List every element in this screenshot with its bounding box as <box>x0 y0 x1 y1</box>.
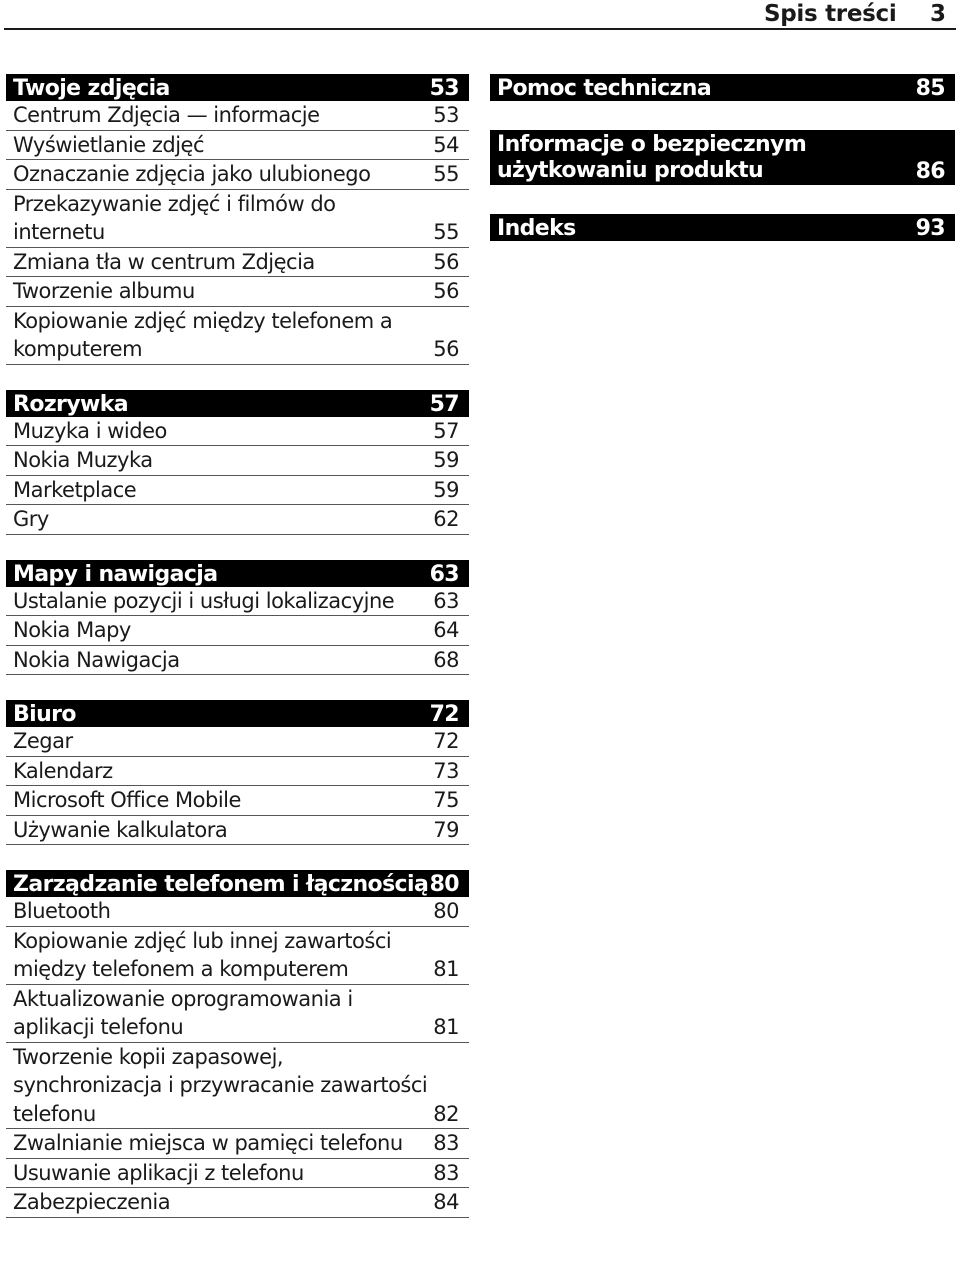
header-page-number: 3 <box>930 1 947 27</box>
entry-title: Gry <box>13 507 49 531</box>
toc-section <box>6 700 469 845</box>
entry-title: Używanie kalkulatora <box>13 817 228 842</box>
section-title: Twoje zdjęcia <box>13 76 170 101</box>
section-title: Informacje o bezpiecznym użytkowaniu produktu <box>497 132 807 183</box>
entry-page: 75 <box>433 788 459 812</box>
entry-title: Wyświetlanie zdjęć <box>13 132 205 157</box>
entry-page: 81 <box>433 1015 459 1039</box>
entry-title: Zegar <box>13 729 73 753</box>
toc-entry[interactable] <box>6 277 469 307</box>
toc-section-heading[interactable] <box>6 390 469 417</box>
entry-title: Zmiana tła w centrum Zdjęcia <box>13 249 315 274</box>
entry-page: 55 <box>433 162 459 186</box>
toc-entry[interactable] <box>6 757 469 787</box>
entry-title: Zwalnianie miejsca w pamięci telefonu <box>13 1131 403 1155</box>
entry-title: Centrum Zdjęcia — informacje <box>13 103 320 127</box>
entry-title: Ustalanie pozycji i usługi lokalizacyjne <box>13 588 395 613</box>
section-title: Biuro <box>13 702 76 727</box>
entry-title: Microsoft Office Mobile <box>13 788 241 812</box>
toc-entry[interactable] <box>6 131 469 161</box>
entry-page: 83 <box>433 1160 459 1185</box>
entry-page: 62 <box>433 507 459 531</box>
section-page: 85 <box>915 76 945 101</box>
toc-entry[interactable] <box>6 307 469 365</box>
entry-title: Przekazywanie zdjęć i filmów do internetu <box>13 191 336 244</box>
entry-page: 59 <box>433 448 459 472</box>
entry-page: 54 <box>433 132 459 157</box>
entry-page: 53 <box>433 103 459 127</box>
toc-entry[interactable] <box>6 1159 469 1189</box>
page-header <box>0 0 960 30</box>
entry-title: Bluetooth <box>13 899 111 923</box>
section-title: Zarządzanie telefonem i łącznością <box>13 872 429 897</box>
toc-entry[interactable] <box>6 786 469 816</box>
toc-section-heading[interactable] <box>490 214 955 241</box>
toc-entry[interactable] <box>6 816 469 846</box>
entry-page: 56 <box>433 279 459 303</box>
entry-title: Zabezpieczenia <box>13 1190 171 1214</box>
entry-page: 63 <box>433 588 459 613</box>
section-title: Rozrywka <box>13 391 129 417</box>
section-title: Indeks <box>497 216 576 241</box>
entry-page: 81 <box>433 957 459 981</box>
entry-page: 83 <box>433 1131 459 1155</box>
toc-entry[interactable] <box>6 1188 469 1218</box>
entry-title: Nokia Mapy <box>13 618 131 642</box>
toc-entry[interactable] <box>6 587 469 617</box>
section-page: 72 <box>429 702 459 727</box>
toc-entry[interactable] <box>6 160 469 190</box>
entry-title: Nokia Muzyka <box>13 448 153 472</box>
entry-page: 55 <box>433 220 459 244</box>
entry-title: Muzyka i wideo <box>13 418 167 443</box>
toc-section <box>6 74 469 365</box>
toc-entry[interactable] <box>6 476 469 506</box>
toc-right-column <box>490 74 955 270</box>
toc-section <box>6 870 469 1218</box>
entry-page: 68 <box>433 647 459 672</box>
entry-title: Kopiowanie zdjęć lub innej zawartości między telefonem a komputerem <box>13 928 392 981</box>
toc-entry[interactable] <box>6 985 469 1043</box>
entry-title: Oznaczanie zdjęcia jako ulubionego <box>13 162 371 186</box>
entry-page: 57 <box>433 418 459 443</box>
toc-entry[interactable] <box>6 446 469 476</box>
toc-left-column <box>6 74 469 1243</box>
section-page: 80 <box>429 872 459 897</box>
entry-page: 56 <box>433 249 459 274</box>
toc-section-heading[interactable] <box>6 74 469 101</box>
entry-title: Nokia Nawigacja <box>13 647 180 672</box>
toc-entry[interactable] <box>6 727 469 757</box>
toc-section <box>6 560 469 676</box>
section-title: Mapy i nawigacja <box>13 561 218 587</box>
entry-page: 79 <box>433 817 459 842</box>
toc-section-heading[interactable] <box>6 870 469 897</box>
toc-section-heading[interactable] <box>490 130 955 185</box>
section-title: Pomoc techniczna <box>497 76 712 101</box>
toc-entry[interactable] <box>6 248 469 278</box>
toc-section-heading[interactable] <box>6 560 469 587</box>
toc-section-heading[interactable] <box>6 700 469 727</box>
entry-page: 64 <box>433 618 459 642</box>
section-page: 86 <box>915 159 945 184</box>
toc-entry[interactable] <box>6 417 469 447</box>
toc-entry[interactable] <box>6 646 469 676</box>
toc-entry[interactable] <box>6 1043 469 1130</box>
entry-title: Kalendarz <box>13 758 113 783</box>
entry-page: 80 <box>433 899 459 923</box>
header-rule <box>4 28 956 30</box>
header-title: Spis treści <box>764 1 897 27</box>
section-page: 53 <box>429 76 459 101</box>
entry-page: 72 <box>433 729 459 753</box>
entry-title: Tworzenie kopii zapasowej, synchronizacja i przywracanie zawartości telefonu <box>13 1044 428 1126</box>
section-page: 63 <box>429 561 459 587</box>
section-page: 57 <box>429 391 459 417</box>
entry-title: Tworzenie albumu <box>13 279 195 303</box>
toc-entry[interactable] <box>6 927 469 985</box>
toc-section <box>6 390 469 535</box>
entry-page: 56 <box>433 337 459 361</box>
toc-entry[interactable] <box>6 505 469 535</box>
entry-title: Usuwanie aplikacji z telefonu <box>13 1160 304 1185</box>
toc-entry[interactable] <box>6 1129 469 1159</box>
section-page: 93 <box>915 216 945 241</box>
entry-page: 73 <box>433 758 459 783</box>
entry-page: 59 <box>433 477 459 502</box>
toc-entry[interactable] <box>6 101 469 131</box>
entry-page: 84 <box>433 1190 459 1214</box>
toc-entry[interactable] <box>6 616 469 646</box>
toc-entry[interactable] <box>6 190 469 248</box>
entry-title: Aktualizowanie oprogramowania i aplikacji telefonu <box>13 986 353 1039</box>
entry-page: 82 <box>433 1101 459 1126</box>
toc-entry[interactable] <box>6 897 469 927</box>
toc-section-heading[interactable] <box>490 74 955 101</box>
entry-title: Kopiowanie zdjęć między telefonem a komputerem <box>13 308 393 361</box>
entry-title: Marketplace <box>13 477 137 502</box>
